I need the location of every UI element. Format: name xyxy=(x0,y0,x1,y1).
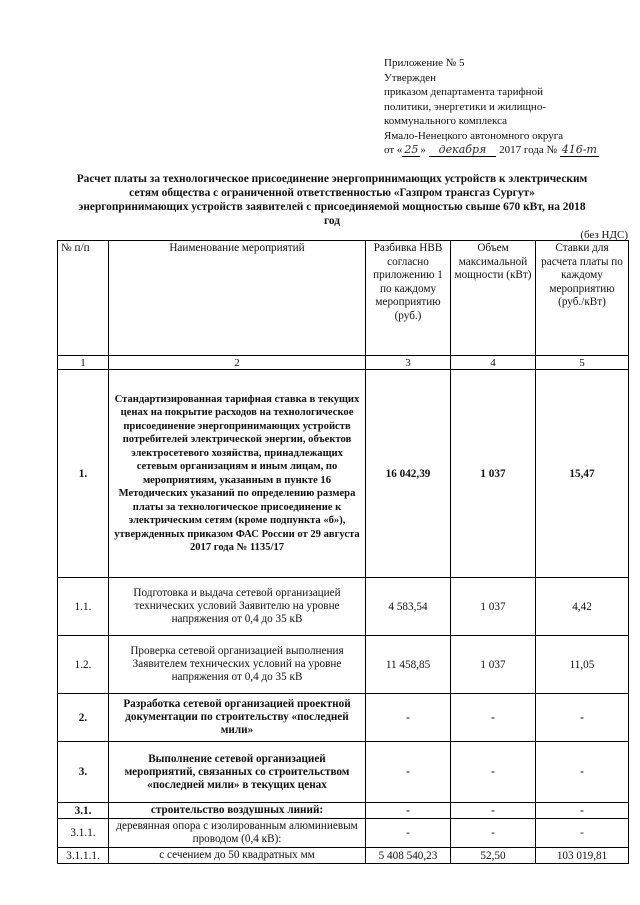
row-name: деревянная опора с изолированным алюминиевым проводом (0,4 кВ): xyxy=(109,819,366,848)
row-rate: - xyxy=(536,819,629,848)
row-nvv: 4 583,54 xyxy=(366,578,451,636)
row-nvv: 16 042,39 xyxy=(366,370,451,578)
row-rate: 4,42 xyxy=(536,578,629,636)
row-rate: - xyxy=(536,742,629,803)
date-day: 25 xyxy=(404,143,419,156)
row-nvv: - xyxy=(366,819,451,848)
table-row xyxy=(58,803,629,819)
row-nvv: - xyxy=(366,803,451,819)
appendix-number: Приложение № 5 xyxy=(384,57,465,69)
table-header-row xyxy=(58,241,629,356)
index-cell: 4 xyxy=(451,356,536,370)
row-rate: 15,47 xyxy=(536,370,629,578)
table-row xyxy=(58,636,629,694)
tariff-table xyxy=(57,240,629,864)
table-row xyxy=(58,819,629,848)
order-line-3: коммунального комплекса xyxy=(384,115,508,127)
row-nvv: 5 408 540,23 xyxy=(366,848,451,864)
table-row xyxy=(58,742,629,803)
header-power: Объем максимальной мощности (кВт) xyxy=(451,241,536,356)
row-name: строительство воздушных линий: xyxy=(109,803,366,819)
order-date-line xyxy=(384,143,624,158)
row-power: 1 037 xyxy=(451,636,536,694)
vat-note: (без НДС) xyxy=(580,229,628,241)
row-number: 2. xyxy=(58,694,109,742)
row-name: Подготовка и выдача сетевой организацией технических условий Заявителю на уровне напряжения от 0,4 до 35 кВ xyxy=(109,578,366,636)
row-rate: - xyxy=(536,803,629,819)
date-year: 2017 года № xyxy=(499,144,557,156)
header-name: Наименование мероприятий xyxy=(109,241,366,356)
index-cell: 3 xyxy=(366,356,451,370)
row-number: 1. xyxy=(58,370,109,578)
header-rate: Ставки для расчета платы по каждому мероприятию (руб./кВт) xyxy=(536,241,629,356)
row-nvv: - xyxy=(366,694,451,742)
row-power: - xyxy=(451,694,536,742)
header-nvv: Разбивка НВВ согласно приложению 1 по каждому мероприятию (руб.) xyxy=(366,241,451,356)
table-index-row xyxy=(58,356,629,370)
index-cell: 2 xyxy=(109,356,366,370)
row-rate: - xyxy=(536,694,629,742)
row-rate: 103 019,81 xyxy=(536,848,629,864)
date-mid: » xyxy=(420,144,426,156)
appendix-block xyxy=(384,56,624,158)
row-name: Проверка сетевой организацией выполнения Заявителем технических условий на уровне напряжения от 0,4 до 35 кВ xyxy=(109,636,366,694)
row-number: 3.1. xyxy=(58,803,109,819)
row-number: 3. xyxy=(58,742,109,803)
row-rate: 11,05 xyxy=(536,636,629,694)
row-nvv: 11 458,85 xyxy=(366,636,451,694)
index-cell: 1 xyxy=(58,356,109,370)
table-row xyxy=(58,694,629,742)
table-row xyxy=(58,370,629,578)
row-name: с сечением до 50 квадратных мм xyxy=(109,848,366,864)
row-power: 1 037 xyxy=(451,578,536,636)
row-nvv: - xyxy=(366,742,451,803)
order-line-4: Ямало-Ненецкого автономного округа xyxy=(384,129,564,142)
row-power: - xyxy=(451,803,536,819)
row-name: Стандартизированная тарифная ставка в текущих ценах на покрытие расходов на технологическое присоединение энергопринимающих устройств потребителей электрической энергии, объектов электросетевого хозяйства, принадлежащих сетевым организациям и иным лицам, по мероприятиям, указанным в пункте 16 Методических указаний по определению размера платы за технологическое присоединение к электрическим сетям (кроме подпункта «б»), утвержденных приказом ФАС России от 29 августа 2017 года № 1135/17 xyxy=(109,370,366,578)
date-month: декабря xyxy=(429,143,497,157)
table-row xyxy=(58,848,629,864)
index-cell: 5 xyxy=(536,356,629,370)
order-line-2: политики, энергетики и жилищно- xyxy=(384,100,546,113)
row-name: Выполнение сетевой организацией мероприятий, связанных со строительством «последней мили» в текущих ценах xyxy=(109,742,366,803)
row-number: 1.1. xyxy=(58,578,109,636)
row-name: Разработка сетевой организацией проектной документации по строительству «последней мили» xyxy=(109,694,366,742)
approved-label: Утвержден xyxy=(384,71,437,84)
document-title: Расчет платы за технологическое присоединение энергопринимающих устройств к электрическим сетям общества с ограниченной ответственностью «Газпром трансгаз Сургут» энергопринимающих устройств заявителей с присоединяемой мощностью свыше 670 кВт, на 2018 год xyxy=(76,173,588,227)
row-number: 3.1.1.1. xyxy=(58,848,109,864)
row-power: 1 037 xyxy=(451,370,536,578)
table-row xyxy=(58,578,629,636)
row-power: - xyxy=(451,819,536,848)
order-number: 416-т xyxy=(561,143,597,156)
header-num: № п/п xyxy=(58,241,109,356)
date-prefix: от « xyxy=(384,144,403,156)
row-power: 52,50 xyxy=(451,848,536,864)
order-line-1: приказом департамента тарифной xyxy=(384,86,543,98)
row-number: 1.2. xyxy=(58,636,109,694)
row-number: 3.1.1. xyxy=(58,819,109,848)
row-power: - xyxy=(451,742,536,803)
